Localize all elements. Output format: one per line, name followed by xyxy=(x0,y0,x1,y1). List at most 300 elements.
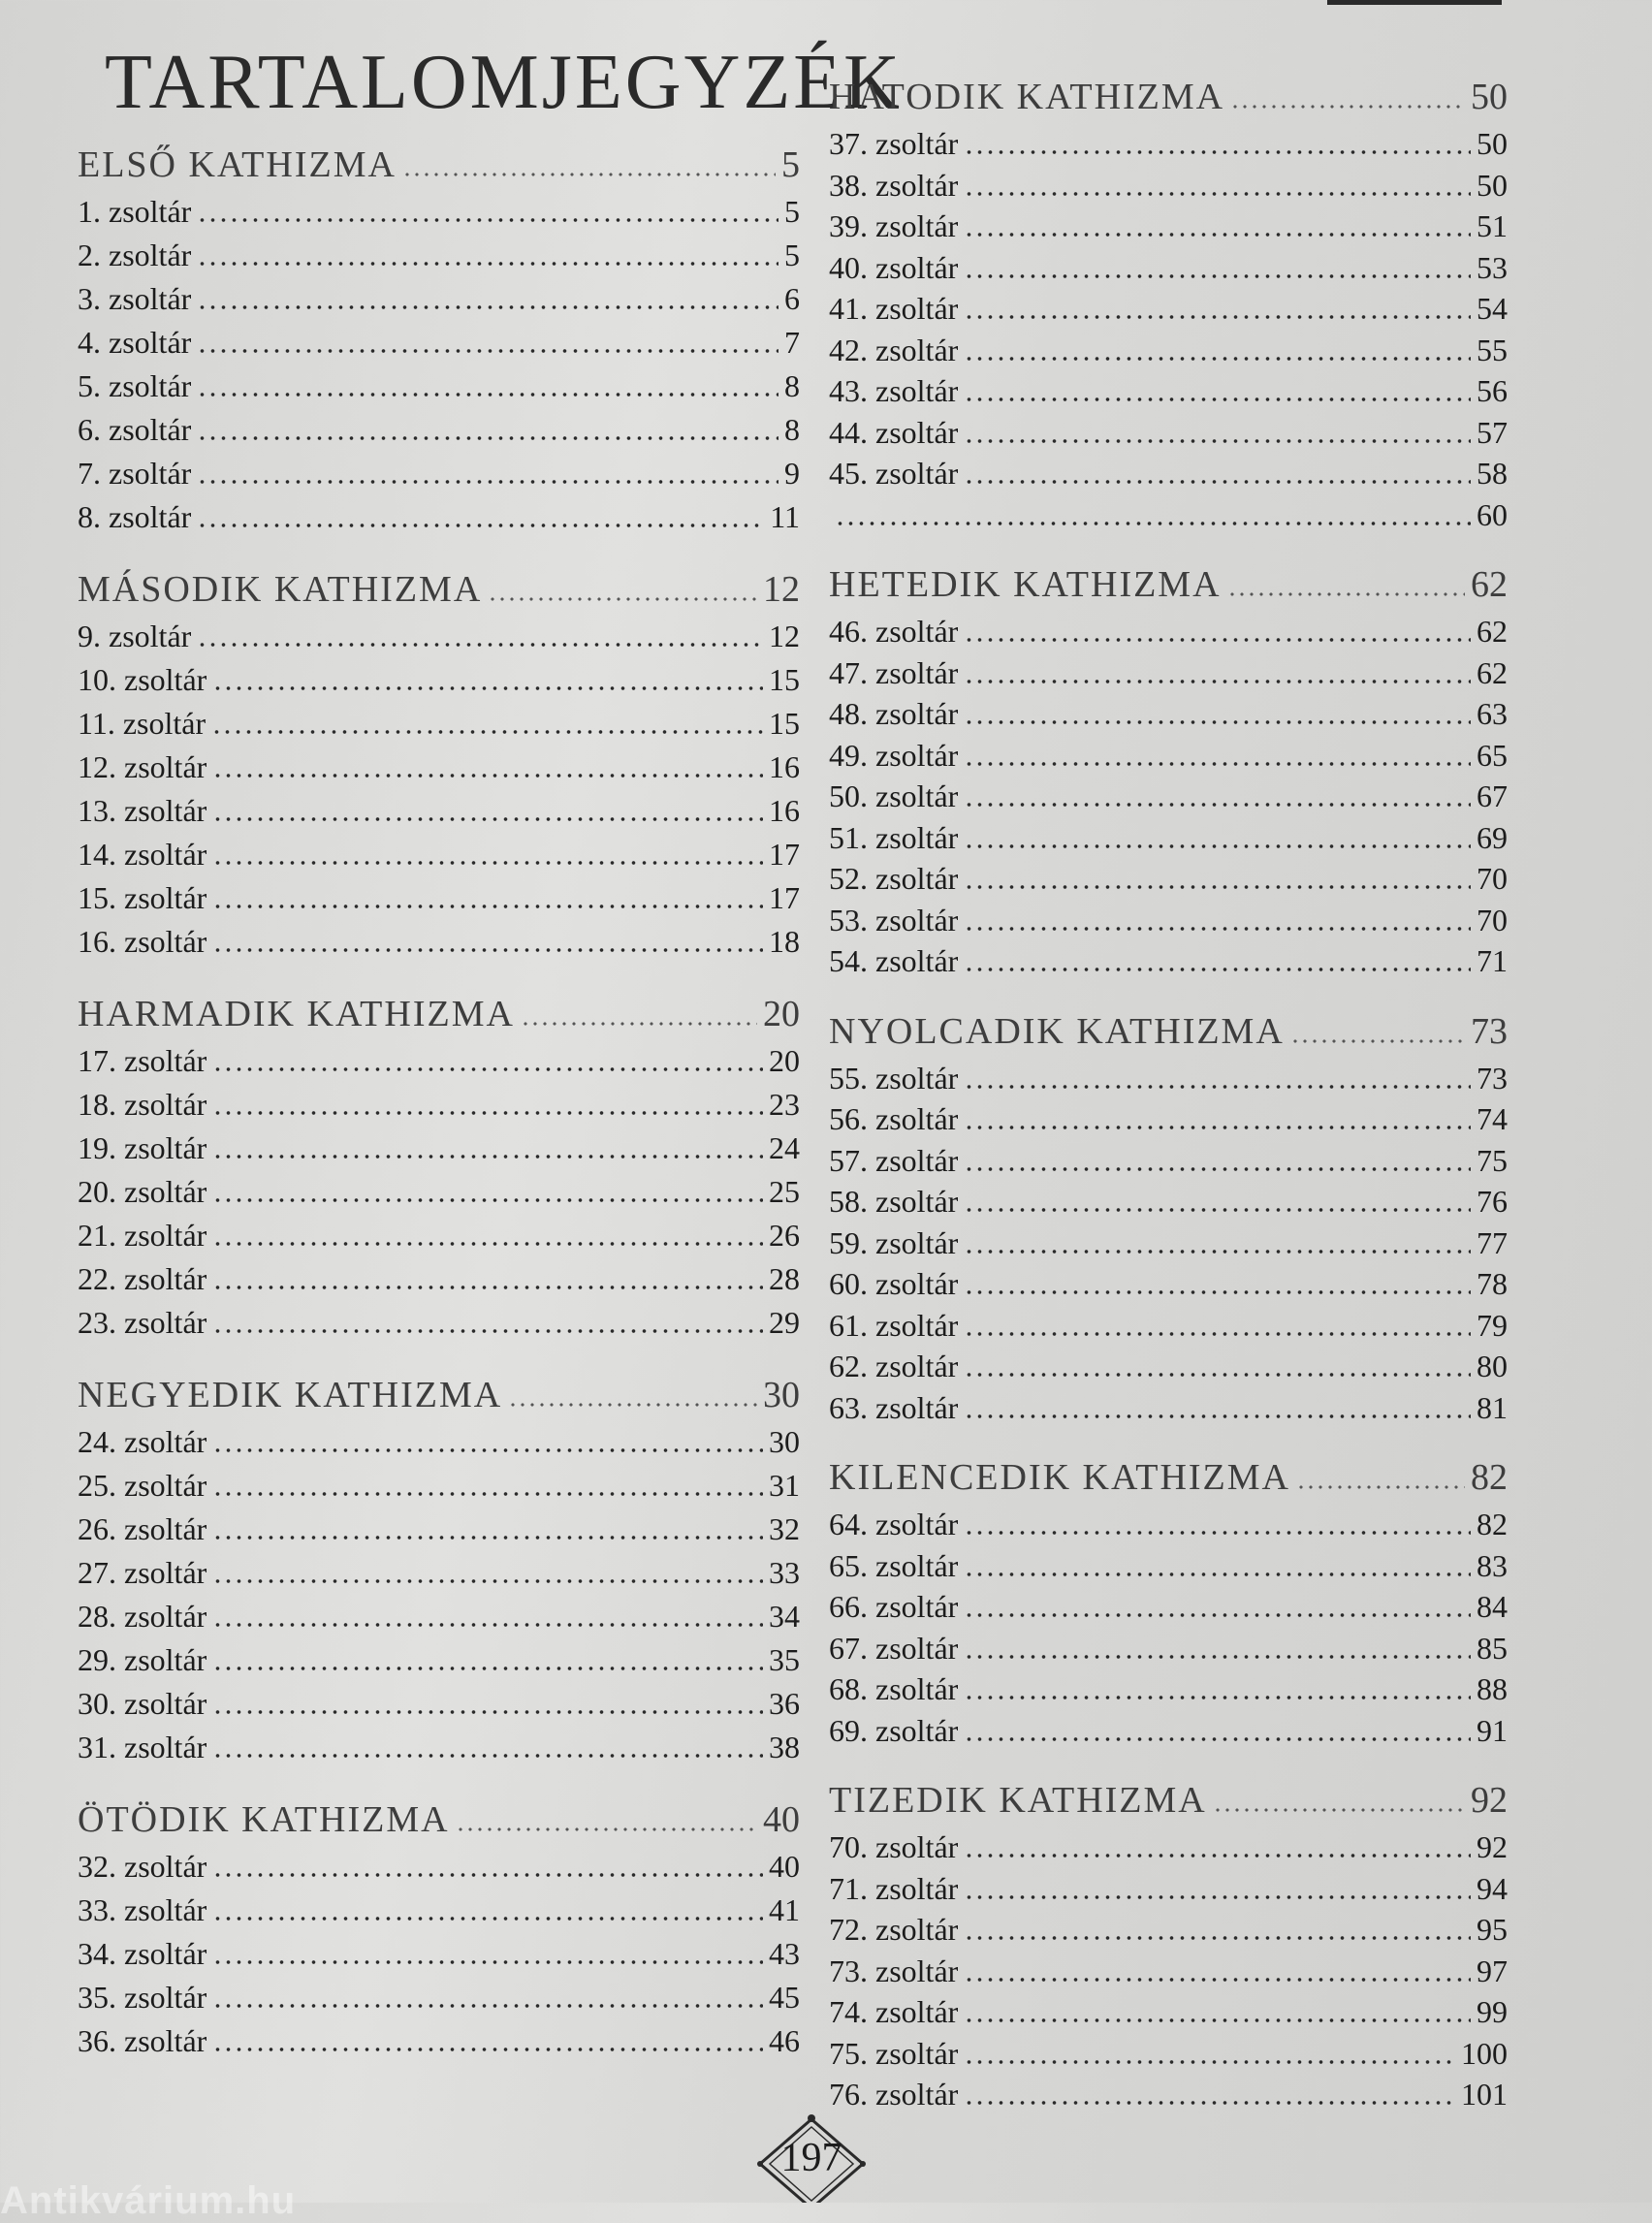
entry-label: 43. zsoltár xyxy=(829,373,959,408)
entry-page: 11 xyxy=(770,499,800,534)
entry-page: 43 xyxy=(769,1936,800,1971)
dot-leader xyxy=(212,948,763,952)
entry-page: 17 xyxy=(769,880,800,915)
section-page: 62 xyxy=(1471,564,1508,605)
entry-page: 12 xyxy=(769,619,800,653)
section-title: KILENCEDIK KATHIZMA xyxy=(829,1457,1290,1498)
dot-leader xyxy=(212,1754,763,1758)
dot-leader xyxy=(212,1448,763,1452)
entry-label: 26. zsoltár xyxy=(78,1511,207,1546)
entry-page: 91 xyxy=(1477,1712,1508,1748)
dot-leader xyxy=(212,1492,763,1496)
entry-page: 55 xyxy=(1477,332,1508,367)
dot-leader xyxy=(1296,1485,1465,1489)
entry-label: 37. zsoltár xyxy=(829,126,959,161)
dot-leader xyxy=(964,233,1471,237)
dot-leader xyxy=(197,262,778,266)
entry-page: 40 xyxy=(769,1849,800,1884)
toc-section xyxy=(829,1779,1508,2118)
entry-label: 55. zsoltár xyxy=(829,1060,959,1096)
toc-entry xyxy=(829,333,1508,374)
toc-section xyxy=(78,993,800,1349)
toc-entry xyxy=(829,1143,1508,1185)
entry-label: 51. zsoltár xyxy=(829,819,959,855)
dot-leader xyxy=(211,730,763,734)
entry-label: 17. zsoltár xyxy=(78,1043,207,1078)
dot-leader xyxy=(212,2004,763,2008)
toc-entry xyxy=(78,368,800,412)
entry-page: 34 xyxy=(769,1599,800,1634)
entry-page: 26 xyxy=(769,1218,800,1253)
toc-entry xyxy=(78,412,800,456)
entry-label: 59. zsoltár xyxy=(829,1224,959,1260)
section-heading xyxy=(78,1798,800,1849)
dot-leader xyxy=(964,1373,1471,1377)
dot-leader xyxy=(197,218,778,222)
dot-leader xyxy=(964,1290,1471,1294)
dot-leader xyxy=(212,686,763,690)
toc-entry xyxy=(78,706,800,749)
toc-entry xyxy=(829,1871,1508,1913)
dot-leader xyxy=(964,885,1471,889)
entry-page: 53 xyxy=(1477,249,1508,285)
toc-entry xyxy=(829,614,1508,655)
entry-label: 31. zsoltár xyxy=(78,1730,207,1764)
toc-entry xyxy=(78,1936,800,1980)
page-title: TARTALOMJEGYZÉK xyxy=(105,40,903,125)
entry-label: 70. zsoltár xyxy=(829,1829,959,1864)
entry-page: 51 xyxy=(1477,208,1508,243)
toc-entry xyxy=(829,1548,1508,1590)
toc-entry xyxy=(78,793,800,837)
toc-entry xyxy=(829,738,1508,779)
entry-page: 50 xyxy=(1477,126,1508,161)
dot-leader xyxy=(456,1827,757,1831)
entry-page: 8 xyxy=(784,368,800,403)
dot-leader xyxy=(964,1208,1471,1212)
entry-label: 72. zsoltár xyxy=(829,1912,959,1947)
entry-page: 54 xyxy=(1477,291,1508,326)
dot-leader xyxy=(964,1167,1471,1171)
toc-entry xyxy=(829,1184,1508,1225)
toc-entry xyxy=(78,2023,800,2067)
entry-page: 78 xyxy=(1477,1266,1508,1301)
toc-entry xyxy=(829,2036,1508,2078)
entry-label: 73. zsoltár xyxy=(829,1953,959,1988)
section-heading xyxy=(829,1456,1508,1507)
dot-leader xyxy=(964,762,1471,766)
dot-leader xyxy=(212,905,763,908)
dot-leader xyxy=(964,2101,1455,2105)
section-heading xyxy=(78,568,800,619)
toc-section xyxy=(78,568,800,968)
toc-entry xyxy=(829,250,1508,292)
entry-label: 57. zsoltár xyxy=(829,1142,959,1178)
toc-entry xyxy=(829,861,1508,903)
toc-entry xyxy=(829,1589,1508,1631)
toc-entry xyxy=(829,126,1508,168)
entry-page: 46 xyxy=(769,2023,800,2058)
entry-page: 94 xyxy=(1477,1870,1508,1906)
toc-entry xyxy=(829,1225,1508,1267)
dot-leader xyxy=(212,1623,763,1627)
entry-label: 22. zsoltár xyxy=(78,1261,207,1296)
dot-leader xyxy=(1227,592,1465,596)
toc-entry xyxy=(829,1953,1508,1995)
toc-entry xyxy=(78,1424,800,1468)
section-page: 30 xyxy=(763,1375,800,1415)
dot-leader xyxy=(212,1242,763,1246)
toc-section xyxy=(829,563,1508,985)
dot-leader xyxy=(964,439,1471,443)
toc-entry xyxy=(78,1511,800,1555)
entry-page: 80 xyxy=(1477,1349,1508,1383)
entry-label: 71. zsoltár xyxy=(829,1870,959,1906)
toc-entry xyxy=(78,1980,800,2023)
toc-entry xyxy=(78,1468,800,1511)
dot-leader xyxy=(964,2060,1455,2064)
section-heading xyxy=(78,1374,800,1424)
toc-entry xyxy=(829,415,1508,457)
dot-leader xyxy=(964,1085,1471,1089)
entry-page: 83 xyxy=(1477,1547,1508,1583)
section-heading xyxy=(829,1010,1508,1061)
entry-page: 97 xyxy=(1477,1953,1508,1988)
entry-label: 74. zsoltár xyxy=(829,1994,959,2029)
dot-leader xyxy=(197,524,764,527)
dot-leader xyxy=(964,397,1471,401)
entry-label: 24. zsoltár xyxy=(78,1424,207,1459)
entry-label: 14. zsoltár xyxy=(78,837,207,872)
entry-label: 33. zsoltár xyxy=(78,1892,207,1927)
section-heading xyxy=(78,993,800,1043)
entry-page: 31 xyxy=(769,1468,800,1503)
toc-entry xyxy=(829,1390,1508,1432)
toc-entry xyxy=(829,820,1508,862)
entry-label: 41. zsoltár xyxy=(829,291,959,326)
toc-entry xyxy=(78,238,800,281)
dot-leader xyxy=(964,844,1471,848)
entry-page: 5 xyxy=(784,238,800,272)
entry-label: 34. zsoltár xyxy=(78,1936,207,1971)
toc-section xyxy=(78,1798,800,2067)
entry-label: 7. zsoltár xyxy=(78,456,192,491)
dot-leader xyxy=(212,2048,763,2051)
dot-leader xyxy=(212,817,763,821)
entry-page: 36 xyxy=(769,1686,800,1721)
entry-label: 30. zsoltár xyxy=(78,1686,207,1721)
entry-label: 56. zsoltár xyxy=(829,1101,959,1136)
dot-leader xyxy=(964,1737,1471,1741)
dot-leader xyxy=(964,1655,1471,1659)
entry-label: 21. zsoltár xyxy=(78,1218,207,1253)
entry-page: 73 xyxy=(1477,1060,1508,1096)
section-page: 50 xyxy=(1471,77,1508,117)
toc-entry xyxy=(78,837,800,880)
toc-entry xyxy=(78,1730,800,1773)
page-number-ornament xyxy=(754,2113,869,2203)
toc-entry xyxy=(78,1087,800,1130)
entry-page: 58 xyxy=(1477,456,1508,491)
toc-entry xyxy=(78,619,800,662)
entry-page: 17 xyxy=(769,837,800,872)
toc-entry xyxy=(78,749,800,793)
entry-page: 45 xyxy=(769,1980,800,2015)
entry-page: 95 xyxy=(1477,1912,1508,1947)
entry-page: 69 xyxy=(1477,819,1508,855)
dot-leader xyxy=(212,1917,763,1921)
section-page: 82 xyxy=(1471,1457,1508,1498)
entry-page: 76 xyxy=(1477,1184,1508,1219)
entry-label: 64. zsoltár xyxy=(829,1507,959,1541)
entry-page: 84 xyxy=(1477,1589,1508,1624)
entry-page: 15 xyxy=(769,662,800,697)
entry-label: 38. zsoltár xyxy=(829,167,959,203)
entry-label: 69. zsoltár xyxy=(829,1712,959,1748)
dot-leader xyxy=(964,150,1471,154)
dot-leader xyxy=(835,522,1471,525)
entry-label: 29. zsoltár xyxy=(78,1642,207,1677)
entry-page: 23 xyxy=(769,1087,800,1122)
toc-entry xyxy=(78,1642,800,1686)
toc-entry xyxy=(78,1686,800,1730)
entry-page: 30 xyxy=(769,1424,800,1459)
section-heading xyxy=(78,143,800,194)
entry-page: 24 xyxy=(769,1130,800,1165)
entry-page: 70 xyxy=(1477,861,1508,896)
toc-entry xyxy=(829,1631,1508,1672)
toc-section xyxy=(78,143,800,543)
entry-label: 3. zsoltár xyxy=(78,281,192,316)
toc-entry xyxy=(78,662,800,706)
dot-leader xyxy=(212,1710,763,1714)
dot-leader xyxy=(964,315,1471,319)
toc-entry xyxy=(829,373,1508,415)
toc-entry xyxy=(829,1713,1508,1755)
top-rule xyxy=(1327,0,1502,5)
entry-label: 4. zsoltár xyxy=(78,325,192,360)
dot-leader xyxy=(212,1667,763,1670)
toc-section xyxy=(829,1456,1508,1754)
section-heading xyxy=(829,563,1508,614)
entry-label: 75. zsoltár xyxy=(829,2035,959,2071)
entry-page: 28 xyxy=(769,1261,800,1296)
entry-label: 44. zsoltár xyxy=(829,414,959,450)
entry-page: 79 xyxy=(1477,1307,1508,1343)
toc-entry xyxy=(78,924,800,968)
entry-label: 11. zsoltár xyxy=(78,706,206,741)
entry-page: 75 xyxy=(1477,1142,1508,1178)
entry-label: 58. zsoltár xyxy=(829,1184,959,1219)
dot-leader xyxy=(212,1960,763,1964)
dot-leader xyxy=(964,680,1471,683)
toc-right-column xyxy=(829,76,1508,2144)
toc-entry xyxy=(829,456,1508,497)
dot-leader xyxy=(1290,1039,1465,1043)
section-title: ÖTÖDIK KATHIZMA xyxy=(78,1799,450,1840)
dot-leader xyxy=(212,1198,763,1202)
entry-page: 50 xyxy=(1477,167,1508,203)
entry-page: 70 xyxy=(1477,902,1508,937)
dot-leader xyxy=(488,597,757,601)
entry-page: 15 xyxy=(769,706,800,741)
dot-leader xyxy=(964,1978,1471,1982)
toc-entry xyxy=(78,1555,800,1599)
dot-leader xyxy=(197,305,778,309)
entry-page: 67 xyxy=(1477,778,1508,813)
dot-leader xyxy=(964,1854,1471,1858)
entry-label: 10. zsoltár xyxy=(78,662,207,697)
entry-label: 47. zsoltár xyxy=(829,654,959,690)
toc-entry xyxy=(78,194,800,238)
entry-page: 82 xyxy=(1477,1507,1508,1541)
dot-leader xyxy=(212,861,763,865)
toc-entry xyxy=(829,1994,1508,2036)
entry-label: 60. zsoltár xyxy=(829,1266,959,1301)
entry-label: 35. zsoltár xyxy=(78,1980,207,2015)
entry-page: 29 xyxy=(769,1305,800,1340)
entry-label: 50. zsoltár xyxy=(829,778,959,813)
entry-label: 5. zsoltár xyxy=(78,368,192,403)
toc-entry xyxy=(78,1892,800,1936)
dot-leader xyxy=(212,1873,763,1877)
entry-page: 100 xyxy=(1461,2035,1508,2071)
entry-label: 52. zsoltár xyxy=(829,861,959,896)
entry-label: 49. zsoltár xyxy=(829,737,959,773)
entry-page: 5 xyxy=(784,194,800,229)
entry-label: 25. zsoltár xyxy=(78,1468,207,1503)
dot-leader xyxy=(212,1111,763,1115)
dot-leader xyxy=(212,1536,763,1540)
entry-page: 35 xyxy=(769,1642,800,1677)
dot-leader xyxy=(212,774,763,778)
entry-label: 27. zsoltár xyxy=(78,1555,207,1590)
entry-page: 18 xyxy=(769,924,800,959)
toc-section xyxy=(829,1010,1508,1432)
entry-label: 20. zsoltár xyxy=(78,1174,207,1209)
entry-label: 18. zsoltár xyxy=(78,1087,207,1122)
dot-leader xyxy=(212,1286,763,1289)
dot-leader xyxy=(197,349,778,353)
dot-leader xyxy=(964,1414,1471,1418)
dot-leader xyxy=(197,480,778,484)
entry-label: 65. zsoltár xyxy=(829,1547,959,1583)
toc-entry xyxy=(829,778,1508,820)
entry-label: 32. zsoltár xyxy=(78,1849,207,1884)
entry-label: 48. zsoltár xyxy=(829,696,959,731)
entry-label: 42. zsoltár xyxy=(829,332,959,367)
entry-page: 62 xyxy=(1477,654,1508,690)
toc-entry xyxy=(829,2077,1508,2118)
dot-leader xyxy=(964,803,1471,807)
toc-entry xyxy=(829,1829,1508,1871)
entry-label: 8. zsoltár xyxy=(78,499,192,534)
entry-page: 32 xyxy=(769,1511,800,1546)
toc-entry xyxy=(829,696,1508,738)
toc-entry xyxy=(78,1261,800,1305)
dot-leader xyxy=(197,436,778,440)
entry-page: 60 xyxy=(1477,496,1508,532)
watermark: Antikvárium.hu xyxy=(0,2179,297,2222)
entry-page: 9 xyxy=(784,456,800,491)
toc-entry xyxy=(829,1349,1508,1390)
section-title: HARMADIK KATHIZMA xyxy=(78,994,515,1034)
toc-entry xyxy=(829,903,1508,944)
section-page: 92 xyxy=(1471,1780,1508,1821)
toc-entry xyxy=(829,291,1508,333)
dot-leader xyxy=(197,393,778,397)
dot-leader xyxy=(964,968,1471,971)
section-title: HATODIK KATHIZMA xyxy=(829,77,1225,117)
entry-label: 40. zsoltár xyxy=(829,249,959,285)
entry-page: 71 xyxy=(1477,943,1508,978)
toc-entry xyxy=(829,497,1508,539)
section-title: ELSŐ KATHIZMA xyxy=(78,144,397,185)
entry-label: 1. zsoltár xyxy=(78,194,192,229)
entry-page: 77 xyxy=(1477,1224,1508,1260)
dot-leader xyxy=(964,638,1471,642)
toc-entry xyxy=(829,168,1508,209)
toc-entry xyxy=(78,1043,800,1087)
dot-leader xyxy=(521,1022,757,1026)
entry-page: 57 xyxy=(1477,414,1508,450)
entry-label: 9. zsoltár xyxy=(78,619,192,653)
toc-entry xyxy=(78,1599,800,1642)
section-title: NYOLCADIK KATHIZMA xyxy=(829,1010,1285,1052)
entry-label: 76. zsoltár xyxy=(829,2077,959,2112)
dot-leader xyxy=(1230,105,1465,109)
toc-entry xyxy=(78,281,800,325)
toc-entry xyxy=(829,1671,1508,1713)
dot-leader xyxy=(964,1613,1471,1617)
section-title: TIZEDIK KATHIZMA xyxy=(829,1780,1207,1821)
entry-label: 36. zsoltár xyxy=(78,2023,207,2058)
toc-section xyxy=(78,1374,800,1773)
entry-page: 101 xyxy=(1461,2077,1508,2112)
entry-label: 66. zsoltár xyxy=(829,1589,959,1624)
dot-leader xyxy=(212,1579,763,1583)
toc-entry xyxy=(78,1305,800,1349)
entry-page: 65 xyxy=(1477,737,1508,773)
dot-leader xyxy=(964,927,1471,931)
toc-entry xyxy=(78,1130,800,1174)
dot-leader xyxy=(964,192,1471,196)
toc-entry xyxy=(78,880,800,924)
entry-label: 63. zsoltár xyxy=(829,1389,959,1425)
dot-leader xyxy=(964,1126,1471,1129)
entry-page: 20 xyxy=(769,1043,800,1078)
dot-leader xyxy=(964,357,1471,361)
dot-leader xyxy=(964,1696,1471,1699)
entry-page: 25 xyxy=(769,1174,800,1209)
entry-label: 45. zsoltár xyxy=(829,456,959,491)
entry-page: 33 xyxy=(769,1555,800,1590)
toc-entry xyxy=(78,325,800,368)
toc-entry xyxy=(829,1308,1508,1350)
entry-label: 62. zsoltár xyxy=(829,1349,959,1383)
toc-entry xyxy=(829,1507,1508,1548)
entry-page: 7 xyxy=(784,325,800,360)
toc-entry xyxy=(829,1101,1508,1143)
entry-label: 28. zsoltár xyxy=(78,1599,207,1634)
section-page: 5 xyxy=(781,144,800,185)
toc-entry xyxy=(78,1174,800,1218)
section-page: 40 xyxy=(763,1799,800,1840)
dot-leader xyxy=(402,173,776,176)
dot-leader xyxy=(1213,1808,1465,1812)
dot-leader xyxy=(212,1155,763,1159)
entry-label: 39. zsoltár xyxy=(829,208,959,243)
